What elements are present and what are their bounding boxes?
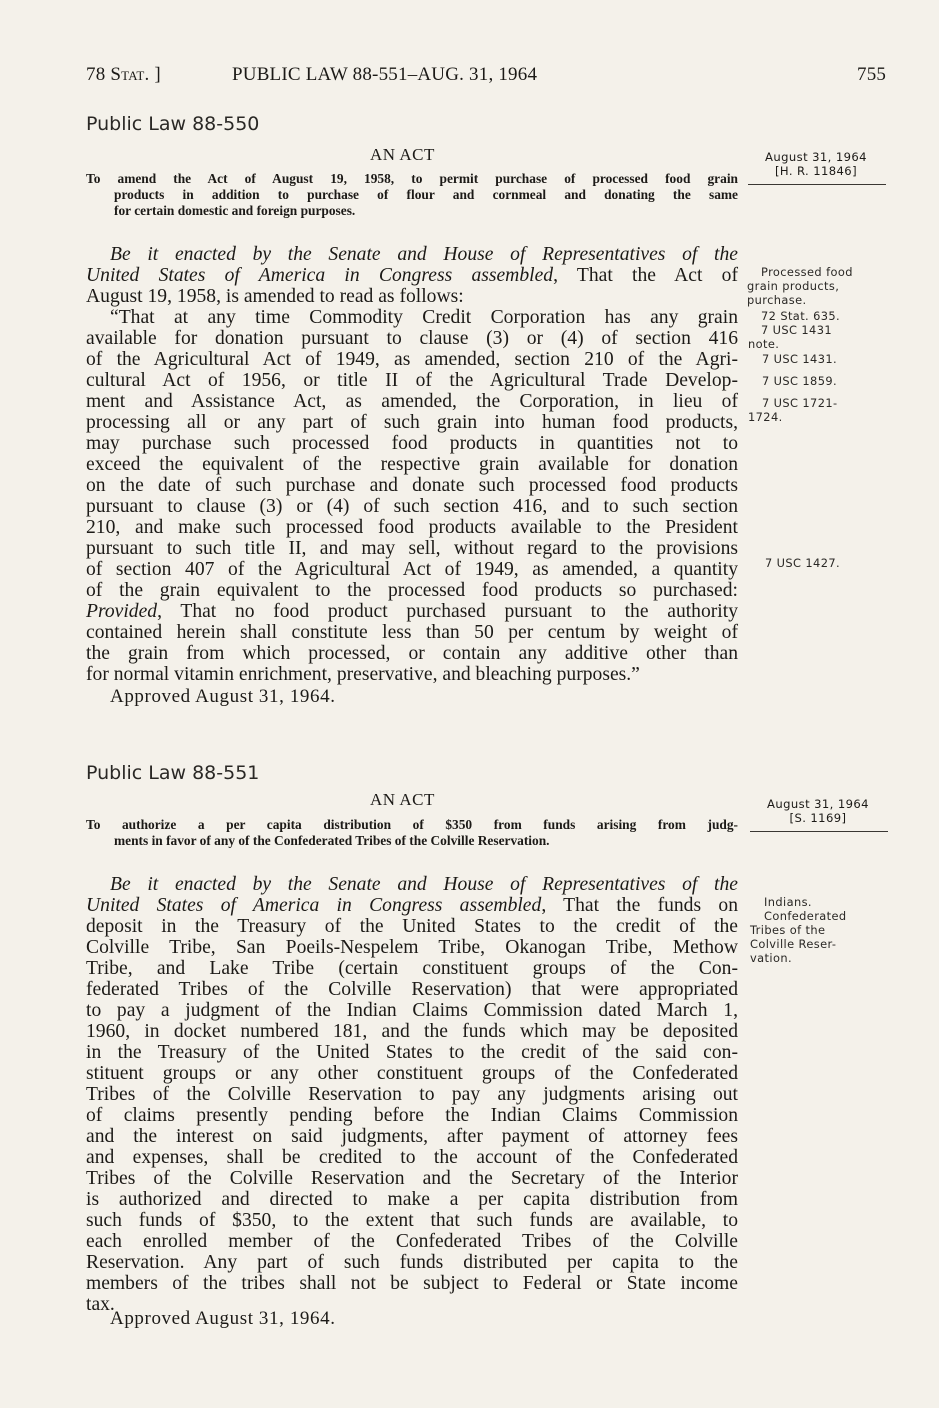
margin-note-line: Indians. bbox=[764, 895, 812, 909]
body-line: Colville Tribe, San Poeils-Nespelem Tribe, Okanogan Tribe, Methow bbox=[86, 937, 738, 958]
body-line: of section 407 of the Agricultural Act of 1949, as amended, a quantity bbox=[86, 559, 738, 580]
enacting-clause-text: , That the Act of bbox=[553, 265, 738, 286]
margin-note-line: Confederated bbox=[764, 909, 847, 923]
body-line: of the grain equivalent to the processed food products so purchased: bbox=[86, 580, 738, 601]
body-line: contained herein shall constitute less than 50 per centum by weight of bbox=[86, 622, 738, 643]
body-line: may purchase such processed food products in quantities not to bbox=[86, 433, 738, 454]
law-551-body bbox=[86, 874, 738, 1315]
purpose-line: To amend the Act of August 19, 1958, to permit purchase of processed food grain bbox=[86, 171, 738, 186]
body-line: exceed the equivalent of the respective grain available for donation bbox=[86, 454, 738, 475]
law-550-body bbox=[86, 244, 738, 685]
body-line: and the interest on said judgments, after payment of attorney fees bbox=[86, 1126, 738, 1147]
purpose-line: for certain domestic and foreign purposes. bbox=[114, 203, 356, 218]
body-line: such funds of $350, to the extent that such funds are available, to bbox=[86, 1210, 738, 1231]
body-line: Tribes of the Colville Reservation to pay any judgments arising out bbox=[86, 1084, 738, 1105]
body-line: processing all or any part of such grain into human food products, bbox=[86, 412, 738, 433]
body-line: deposit in the Treasury of the United States to the credit of the bbox=[86, 916, 738, 937]
law-550-usc-note-3: 7 USC 1859. bbox=[762, 374, 838, 388]
margin-note-line: 1724. bbox=[748, 410, 783, 424]
enacting-clause-italic: United States of America in Congress assembled bbox=[86, 895, 542, 916]
body-line: available for donation pursuant to clause (3) or (4) of section 416 bbox=[86, 328, 738, 349]
provided-text: , That no food product purchased pursuant to the authority bbox=[157, 601, 738, 622]
body-line: Reservation. Any part of such funds distributed per capita to the bbox=[86, 1252, 738, 1273]
body-line: 210, and make such processed food products available to the President bbox=[86, 517, 738, 538]
body-line: 1960, in docket numbered 181, and the funds which may be deposited bbox=[86, 1021, 738, 1042]
body-line: Tribe, and Lake Tribe (certain constituent groups of the Con- bbox=[86, 958, 738, 979]
body-line: in the Treasury of the United States to the credit of the said con- bbox=[86, 1042, 738, 1063]
law-550-stat-note: 72 Stat. 635. bbox=[761, 309, 841, 323]
margin-note-line: 7 USC 1721- bbox=[762, 396, 838, 410]
enacting-clause-line bbox=[86, 244, 738, 265]
law-551-subject-note bbox=[750, 895, 847, 965]
enacting-clause-italic: Be it enacted by the Senate and House of Representatives of the bbox=[110, 244, 738, 265]
margin-note-line: purchase. bbox=[747, 293, 807, 307]
law-550-usc-note-5: 7 USC 1427. bbox=[765, 556, 841, 570]
law-550-title: Public Law 88-550 bbox=[86, 113, 260, 135]
body-line: “That at any time Commodity Credit Corporation has any grain bbox=[110, 307, 738, 328]
law-550-date: August 31, 1964 bbox=[765, 150, 867, 164]
body-line: stituent groups or any other constituent groups of the Confederated bbox=[86, 1063, 738, 1084]
enacting-clause-italic: United States of America in Congress assembled bbox=[86, 265, 554, 286]
margin-note-line: Tribes of the bbox=[750, 923, 826, 937]
body-line: each enrolled member of the Confederated Tribes of the Colville bbox=[86, 1231, 738, 1252]
law-551-date-rule bbox=[750, 831, 888, 832]
purpose-line: ments in favor of any of the Confederated Tribes of the Colville Reservation. bbox=[114, 833, 550, 848]
running-head-stat: 78 Stat. ] bbox=[86, 64, 161, 85]
law-550-an-act: AN ACT bbox=[370, 145, 435, 164]
body-line: of claims presently pending before the Indian Claims Commission bbox=[86, 1105, 738, 1126]
body-line: on the date of such purchase and donate such processed food products bbox=[86, 475, 738, 496]
enacting-clause-line bbox=[86, 874, 738, 895]
law-551-approved: Approved August 31, 1964. bbox=[110, 1308, 336, 1329]
body-line: tax. bbox=[86, 1294, 115, 1315]
body-line: cultural Act of 1956, or title II of the Agricultural Trade Develop- bbox=[86, 370, 738, 391]
margin-note-line: grain products, bbox=[747, 279, 840, 293]
law-550-approved: Approved August 31, 1964. bbox=[110, 686, 336, 707]
body-line: pursuant to such title II, and may sell, without regard to the provisions bbox=[86, 538, 738, 559]
body-line: federated Tribes of the Colville Reservation) that were appropriated bbox=[86, 979, 738, 1000]
enacting-clause-line bbox=[86, 895, 738, 916]
enacting-clause-line: August 19, 1958, is amended to read as follows: bbox=[86, 286, 464, 307]
body-line: for normal vitamin enrichment, preservative, and bleaching purposes.” bbox=[86, 664, 640, 685]
body-line: of the Agricultural Act of 1949, as amended, section 210 of the Agri- bbox=[86, 349, 738, 370]
body-line: pursuant to clause (3) or (4) of such section 416, and to such section bbox=[86, 496, 738, 517]
law-550-bill: [H. R. 11846] bbox=[774, 164, 858, 178]
law-550-subject-note bbox=[747, 265, 853, 307]
body-line: to pay a judgment of the Indian Claims Commission dated March 1, bbox=[86, 1000, 738, 1021]
body-line: the grain from which processed, or contain any additive other than bbox=[86, 643, 738, 664]
body-line: is authorized and directed to make a per capita distribution from bbox=[86, 1189, 738, 1210]
body-line: members of the tribes shall not be subject to Federal or State income bbox=[86, 1273, 738, 1294]
body-line: Tribes of the Colville Reservation and the Secretary of the Interior bbox=[86, 1168, 738, 1189]
law-551-an-act: AN ACT bbox=[370, 790, 435, 809]
law-551-date-note bbox=[752, 797, 884, 825]
margin-note-line: 7 USC 1431 bbox=[761, 323, 832, 337]
law-551-date: August 31, 1964 bbox=[767, 797, 869, 811]
margin-note-line: vation. bbox=[750, 951, 792, 965]
enacting-clause-line bbox=[86, 265, 738, 286]
margin-note-line: Processed food bbox=[761, 265, 853, 279]
page-number: 755 bbox=[857, 64, 887, 85]
law-550-usc-note-1 bbox=[748, 323, 832, 351]
law-550-usc-note-2: 7 USC 1431. bbox=[762, 352, 838, 366]
margin-note-line: Colville Reser- bbox=[750, 937, 837, 951]
law-550-date-rule bbox=[748, 184, 886, 185]
purpose-line: To authorize a per capita distribution of $350 from funds arising from judg- bbox=[86, 817, 738, 832]
margin-note-line: note. bbox=[748, 337, 780, 351]
law-551-bill: [S. 1169] bbox=[789, 811, 847, 825]
body-line bbox=[86, 601, 738, 622]
law-550-date-note bbox=[750, 150, 882, 178]
law-551-title: Public Law 88-551 bbox=[86, 762, 260, 784]
enacting-clause-italic: Be it enacted by the Senate and House of Representatives of the bbox=[110, 874, 738, 895]
running-head-title: PUBLIC LAW 88-551–AUG. 31, 1964 bbox=[232, 64, 538, 85]
law-550-purpose bbox=[86, 171, 738, 219]
provided-italic: Provided bbox=[86, 601, 158, 622]
law-550-usc-note-4 bbox=[748, 396, 838, 424]
body-line: and expenses, shall be credited to the account of the Confederated bbox=[86, 1147, 738, 1168]
law-551-purpose bbox=[86, 817, 738, 849]
enacting-clause-text: , That the funds on bbox=[541, 895, 738, 916]
body-line: ment and Assistance Act, as amended, the Corporation, in lieu of bbox=[86, 391, 738, 412]
purpose-line: products in addition to purchase of flour and cornmeal and donating the same bbox=[114, 187, 738, 202]
